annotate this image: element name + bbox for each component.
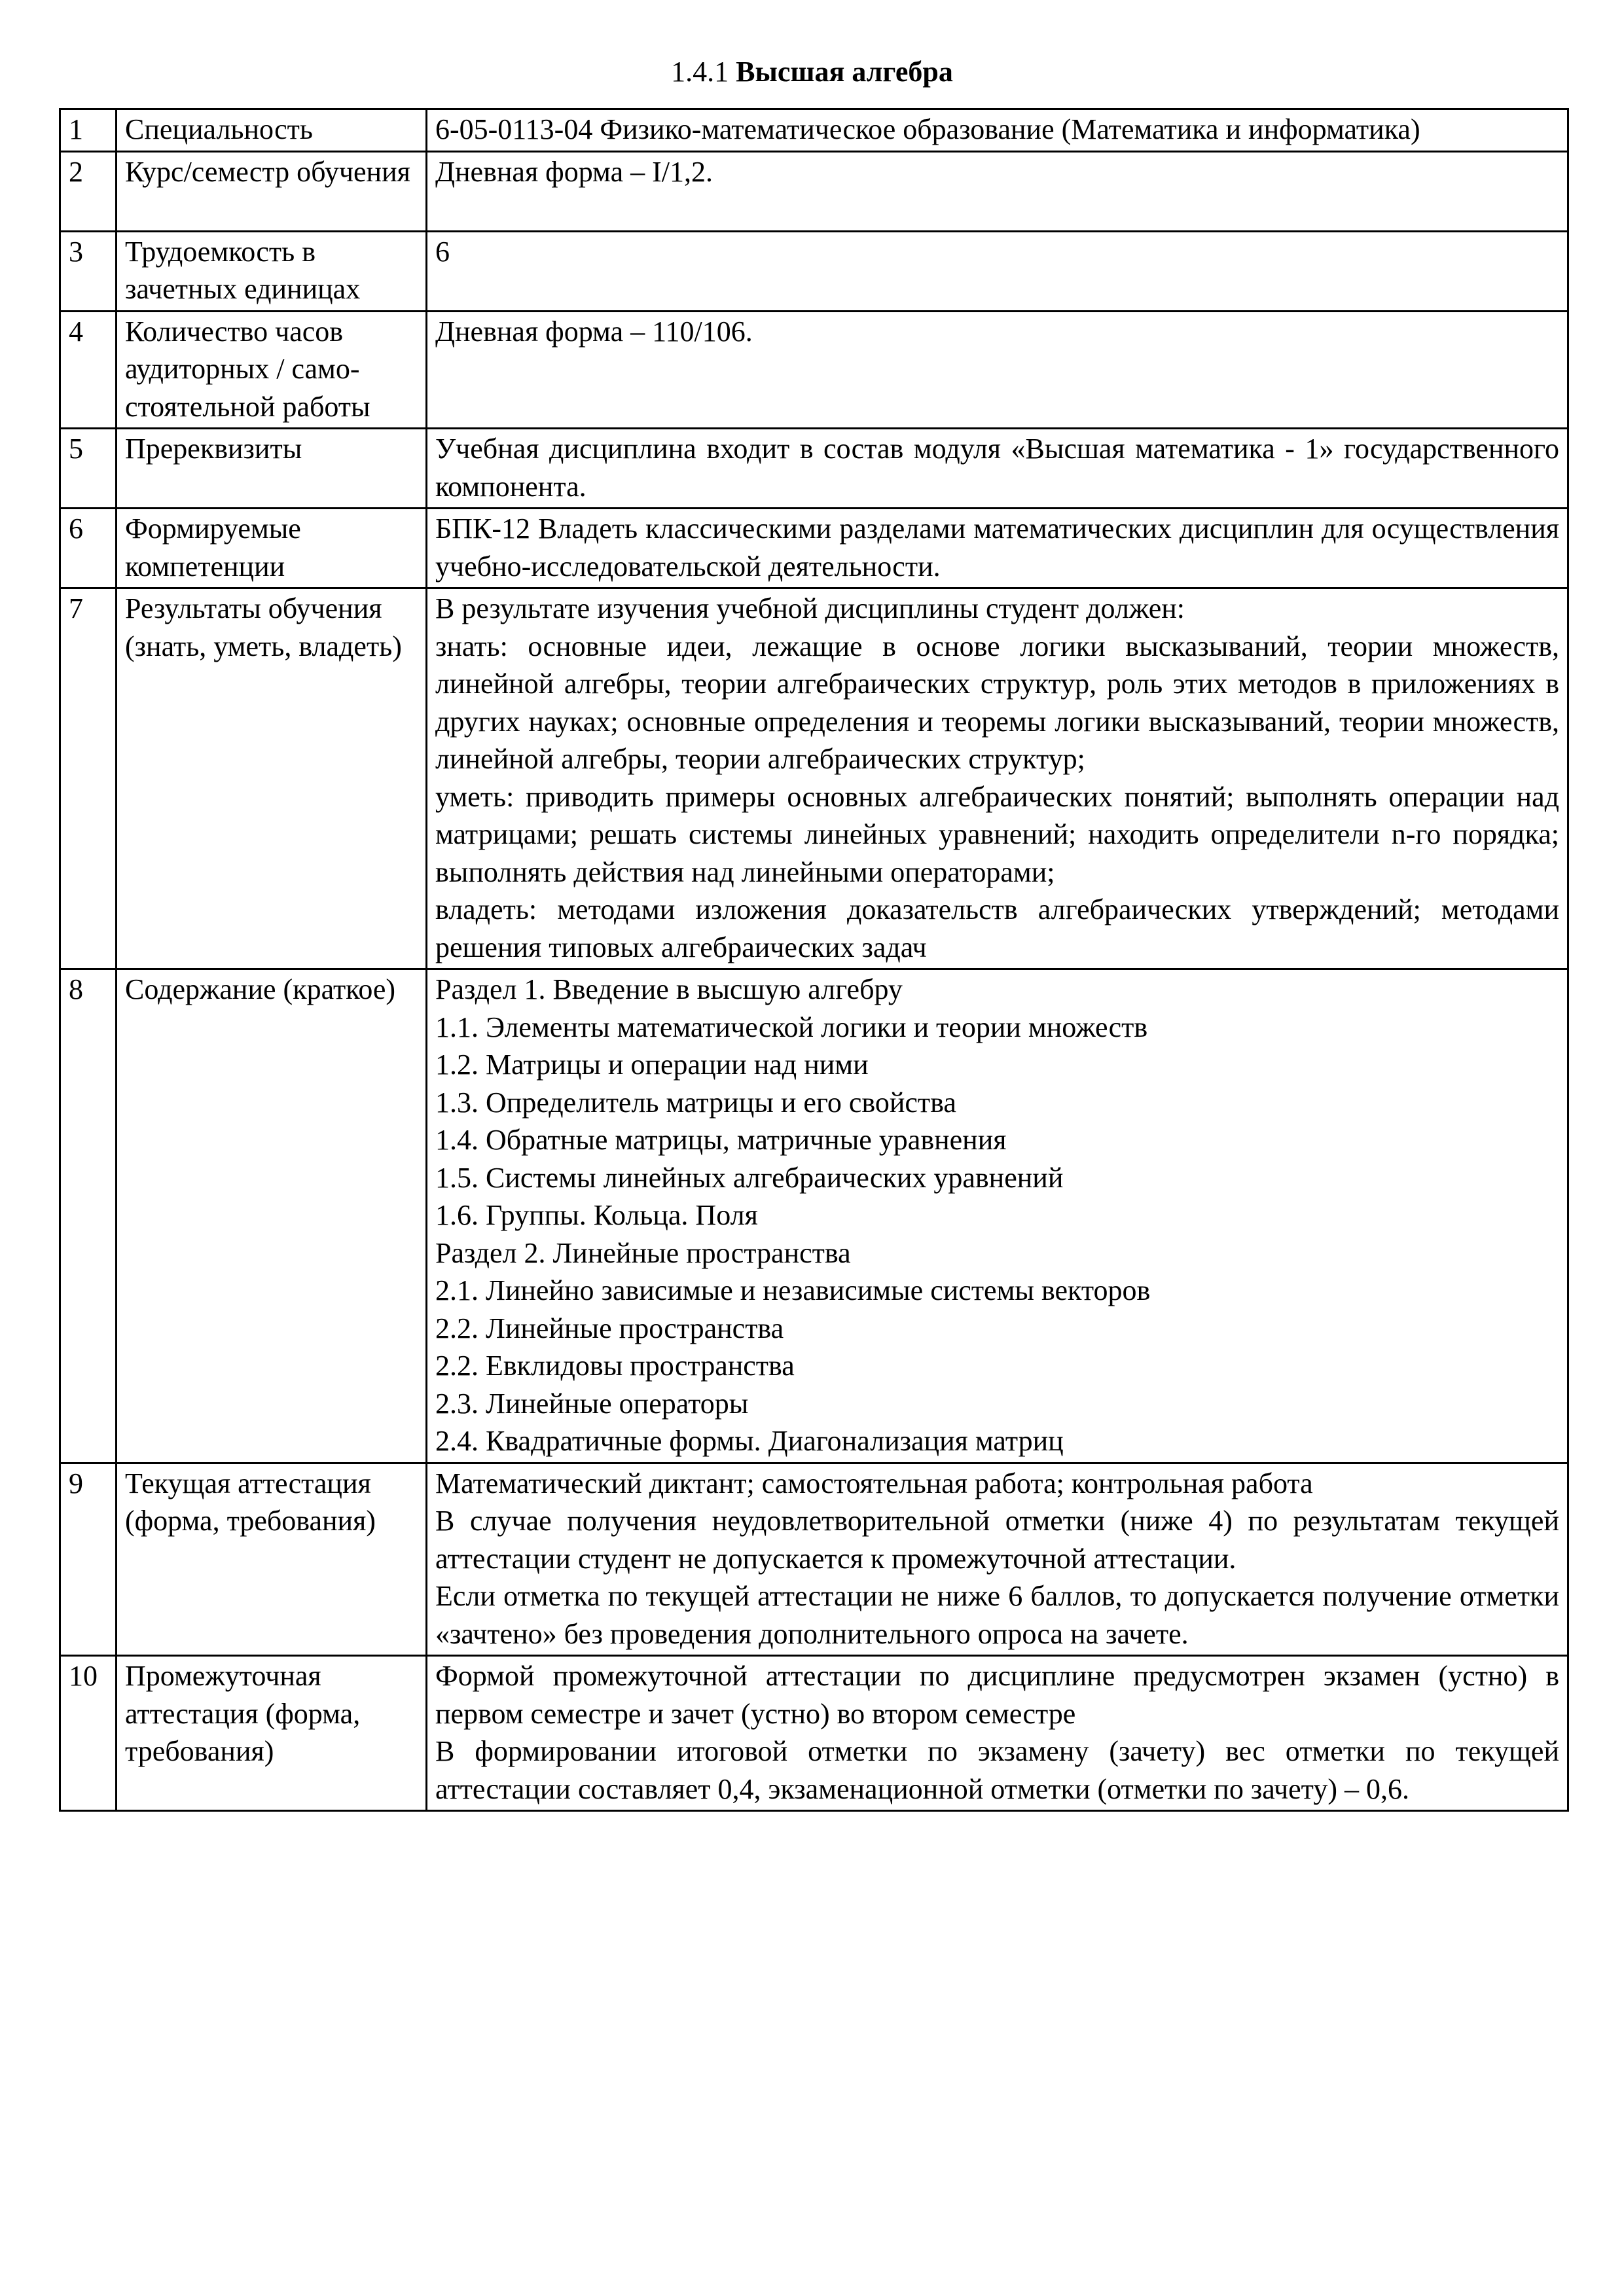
row-value — [427, 231, 1568, 311]
row-label: Специальность — [117, 109, 427, 152]
value-line: 1.4. Обратные матрицы, матричные уравнения — [435, 1124, 1007, 1156]
spec-table-body — [60, 109, 1568, 1811]
table-row — [60, 151, 1568, 231]
row-value — [427, 509, 1568, 588]
value-line: 1.2. Матрицы и операции над ними — [435, 1049, 869, 1081]
value-line: 2.3. Линейные операторы — [435, 1387, 749, 1420]
row-label: Текущая аттестация (форма, требования) — [117, 1463, 427, 1656]
row-label: Содержание (краткое) — [117, 969, 427, 1463]
value-line: 6-05-0113-04 Физико-математическое образование (Математика и информатика) — [435, 113, 1420, 145]
row-value — [427, 1656, 1568, 1811]
table-row — [60, 311, 1568, 429]
row-number: 7 — [60, 588, 117, 969]
value-line: 2.4. Квадратичные формы. Диагонализация матриц — [435, 1425, 1064, 1457]
table-row — [60, 588, 1568, 969]
value-line: 2.2. Евклидовы пространства — [435, 1350, 795, 1382]
row-value — [427, 588, 1568, 969]
row-number: 3 — [60, 231, 117, 311]
row-label: Трудоемкость в зачетных единицах — [117, 231, 427, 311]
value-line: 1.5. Системы линейных алгебраических уравнений — [435, 1161, 1064, 1194]
value-line: БПК-12 Владеть классическими разделами математических дисциплин для осуществления учебно-исследовательской деятельности. — [435, 512, 1559, 583]
row-value — [427, 1463, 1568, 1656]
value-line: Раздел 1. Введение в высшую алгебру — [435, 973, 903, 1005]
row-value — [427, 311, 1568, 429]
table-row — [60, 109, 1568, 152]
row-number: 4 — [60, 311, 117, 429]
value-line: 6 — [435, 235, 450, 268]
row-label: Промежуточная аттестация (форма, требования) — [117, 1656, 427, 1811]
value-line: Дневная форма – 110/106. — [435, 315, 753, 348]
row-number: 2 — [60, 151, 117, 231]
row-number: 6 — [60, 509, 117, 588]
table-row — [60, 969, 1568, 1463]
table-row — [60, 1463, 1568, 1656]
row-value — [427, 151, 1568, 231]
row-number: 5 — [60, 429, 117, 509]
value-line: владеть: методами изложения доказательств алгебраических утверждений; методами решения типовых алгебраических задач — [435, 893, 1559, 963]
table-row — [60, 429, 1568, 509]
row-value — [427, 429, 1568, 509]
value-line: Математический диктант; самостоятельная работа; контрольная работа — [435, 1467, 1313, 1499]
table-row — [60, 231, 1568, 311]
row-label: Пререквизиты — [117, 429, 427, 509]
row-value — [427, 109, 1568, 152]
page-title — [0, 52, 1624, 92]
value-line: 1.1. Элементы математической логики и теории множеств — [435, 1011, 1148, 1043]
row-number: 10 — [60, 1656, 117, 1811]
row-number: 8 — [60, 969, 117, 1463]
row-number: 1 — [60, 109, 117, 152]
row-label: Количество часов аудиторных / само-стоятельной работы — [117, 311, 427, 429]
row-number: 9 — [60, 1463, 117, 1656]
value-line: 1.6. Группы. Кольца. Поля — [435, 1199, 758, 1231]
value-line: Раздел 2. Линейные пространства — [435, 1236, 851, 1269]
section-number: 1.4.1 — [671, 56, 729, 88]
value-line: 1.3. Определитель матрицы и его свойства — [435, 1086, 956, 1119]
value-line: 2.2. Линейные пространства — [435, 1312, 784, 1344]
row-label: Результаты обучения (знать, уметь, владеть) — [117, 588, 427, 969]
value-line: Формой промежуточной аттестации по дисциплине предусмотрен экзамен (устно) в первом семестре и зачет (устно) во втором семестре — [435, 1660, 1559, 1730]
discipline-title: Высшая алгебра — [736, 56, 953, 88]
value-line: уметь: приводить примеры основных алгебраических понятий; выполнять операции над матрицами; решать системы линейных уравнений; находить определители n-го порядка; выполнять действия над линейными операторами; — [435, 780, 1559, 888]
table-row — [60, 1656, 1568, 1811]
row-label: Формируемые компетенции — [117, 509, 427, 588]
discipline-spec-table — [59, 108, 1569, 1812]
value-line: В формировании итоговой отметки по экзамену (зачету) вес отметки по текущей аттестации составляет 0,4, экзаменационной отметки (отметки по зачету) – 0,6. — [435, 1735, 1559, 1805]
value-line: Дневная форма – I/1,2. — [435, 155, 713, 188]
value-line: В результате изучения учебной дисциплины студент должен: — [435, 592, 1185, 624]
value-line: Если отметка по текущей аттестации не ниже 6 баллов, то допускается получение отметки «зачтено» без проведения дополнительного опроса на зачете. — [435, 1580, 1559, 1650]
table-row — [60, 509, 1568, 588]
value-line: 2.1. Линейно зависимые и независимые системы векторов — [435, 1274, 1151, 1306]
value-line: знать: основные идеи, лежащие в основе логики высказываний, теории множеств, линейной алгебры, теории алгебраических структур, роль этих методов в приложениях в других науках; основные определения и теоремы логики высказываний, теории множеств, линейной алгебры, теории алгебраических структур; — [435, 630, 1559, 775]
row-label: Курс/семестр обучения — [117, 151, 427, 231]
value-line: Учебная дисциплина входит в состав модуля «Высшая математика - 1» государственного компонента. — [435, 433, 1559, 503]
value-line: В случае получения неудовлетворительной отметки (ниже 4) по результатам текущей аттестации студент не допускается к промежуточной аттестации. — [435, 1505, 1559, 1575]
row-value — [427, 969, 1568, 1463]
